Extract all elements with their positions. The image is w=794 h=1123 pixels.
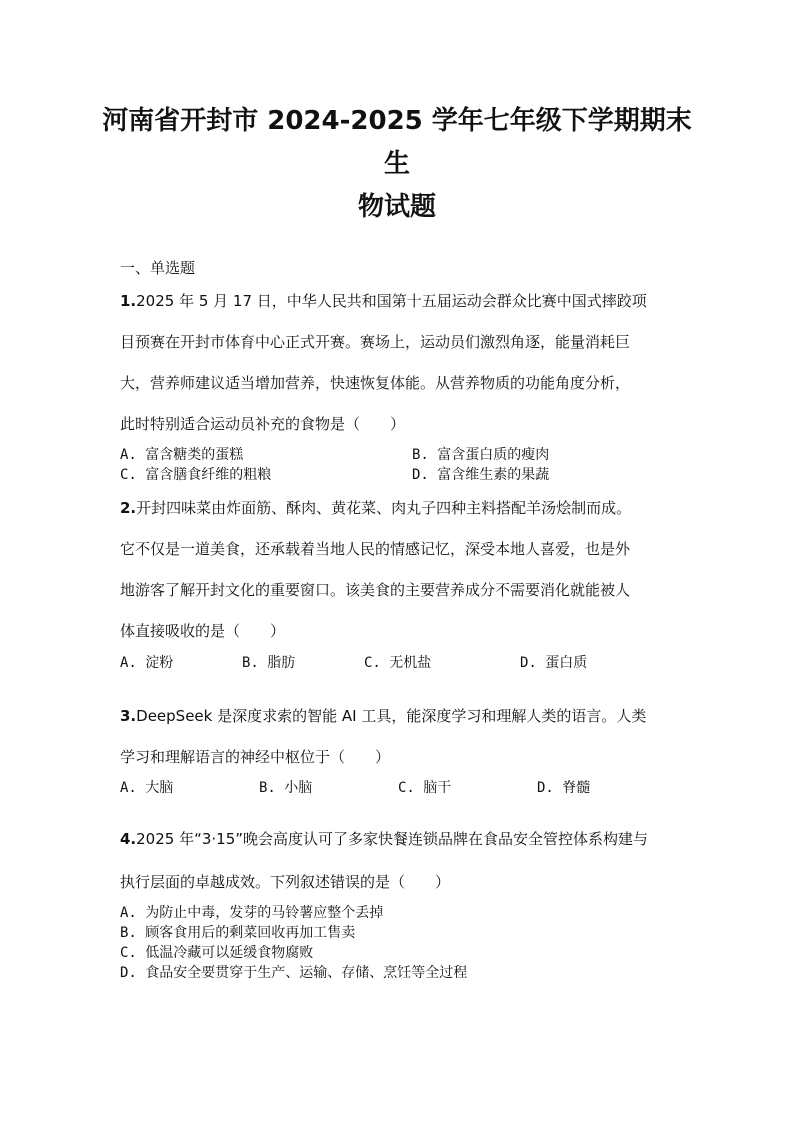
question-1-number: 1.	[120, 292, 137, 310]
question-2-option-b[interactable]: B. 脂肪	[242, 655, 296, 671]
section-heading: 一、单选题	[120, 259, 196, 277]
page-title	[100, 100, 694, 229]
question-2-line-2: 它不仅是一道美食，还承载着当地人民的情感记忆，深受本地人喜爱，也是外	[120, 540, 631, 558]
question-3-line-1	[120, 696, 675, 737]
question-3-line-2: 学习和理解语言的神经中枢位于（ ）	[120, 748, 391, 766]
question-4-option-a[interactable]: A. 为防止中毒，发芽的马铃薯应整个丢掉	[120, 905, 384, 921]
question-3-stem	[120, 696, 675, 778]
question-2-line-1	[120, 488, 675, 529]
question-4-text-1: 2025 年“3·15”晚会高度认可了多家快餐连锁品牌在食品安全管控体系构建与	[136, 830, 649, 848]
title-line-2: 物试题	[357, 192, 436, 222]
question-1-option-d[interactable]: D. 富含维生素的果蔬	[412, 467, 550, 483]
title-line-1: 河南省开封市 2024-2025 学年七年级下学期期末生	[102, 106, 692, 179]
question-4-number: 4.	[120, 830, 137, 848]
question-3-number: 3.	[120, 707, 137, 725]
question-1-option-a[interactable]: A. 富含糖类的蛋糕	[120, 447, 244, 463]
question-3-options	[120, 778, 680, 798]
question-1-line-1	[120, 281, 675, 322]
question-2-number: 2.	[120, 499, 137, 517]
question-4-option-c[interactable]: C. 低温冷藏可以延缓食物腐败	[120, 945, 314, 961]
question-1-line-4: 此时特别适合运动员补充的食物是（ ）	[120, 415, 406, 433]
question-2-line-4: 体直接吸收的是（ ）	[120, 622, 286, 640]
question-2-stem	[120, 488, 675, 652]
question-4-options	[120, 903, 680, 983]
question-2-text-1: 开封四味菜由炸面筋、酥肉、黄花菜、肉丸子四种主料搭配羊汤烩制而成。	[136, 499, 632, 517]
question-2-option-c[interactable]: C. 无机盐	[364, 655, 432, 671]
question-2-option-d[interactable]: D. 蛋白质	[520, 655, 588, 671]
question-3-text-1: DeepSeek 是深度求索的智能 AI 工具，能深度学习和理解人类的语言。人类	[136, 707, 647, 725]
question-3-option-a[interactable]: A. 大脑	[120, 780, 174, 796]
question-4-line-1	[120, 819, 675, 862]
question-1-line-3: 大，营养师建议适当增加营养，快速恢复体能。从营养物质的功能角度分析，	[120, 374, 631, 392]
question-1-option-c[interactable]: C. 富含膳食纤维的粗粮	[120, 467, 272, 483]
question-1-text-1: 2025 年 5 月 17 日，中华人民共和国第十五届运动会群众比赛中国式摔跤项	[136, 292, 647, 310]
question-1-line-2: 目预赛在开封市体育中心正式开赛。赛场上，运动员们激烈角逐，能量消耗巨	[120, 333, 631, 351]
question-3-option-d[interactable]: D. 脊髓	[537, 780, 591, 796]
question-1-stem	[120, 281, 675, 445]
question-4-line-2: 执行层面的卓越成效。下列叙述错误的是（ ）	[120, 873, 451, 891]
question-1-option-b[interactable]: B. 富含蛋白质的瘦肉	[412, 447, 550, 463]
question-4-option-d[interactable]: D. 食品安全要贯穿于生产、运输、存储、烹饪等全过程	[120, 965, 468, 981]
question-3-option-b[interactable]: B. 小脑	[259, 780, 313, 796]
question-4-option-b[interactable]: B. 顾客食用后的剩菜回收再加工售卖	[120, 925, 356, 941]
question-4-stem	[120, 819, 675, 903]
question-2-option-a[interactable]: A. 淀粉	[120, 655, 174, 671]
question-1-options	[120, 445, 680, 485]
question-2-options	[120, 653, 680, 673]
question-2-line-3: 地游客了解开封文化的重要窗口。该美食的主要营养成分不需要消化就能被人	[120, 581, 631, 599]
question-3-option-c[interactable]: C. 脑干	[398, 780, 452, 796]
